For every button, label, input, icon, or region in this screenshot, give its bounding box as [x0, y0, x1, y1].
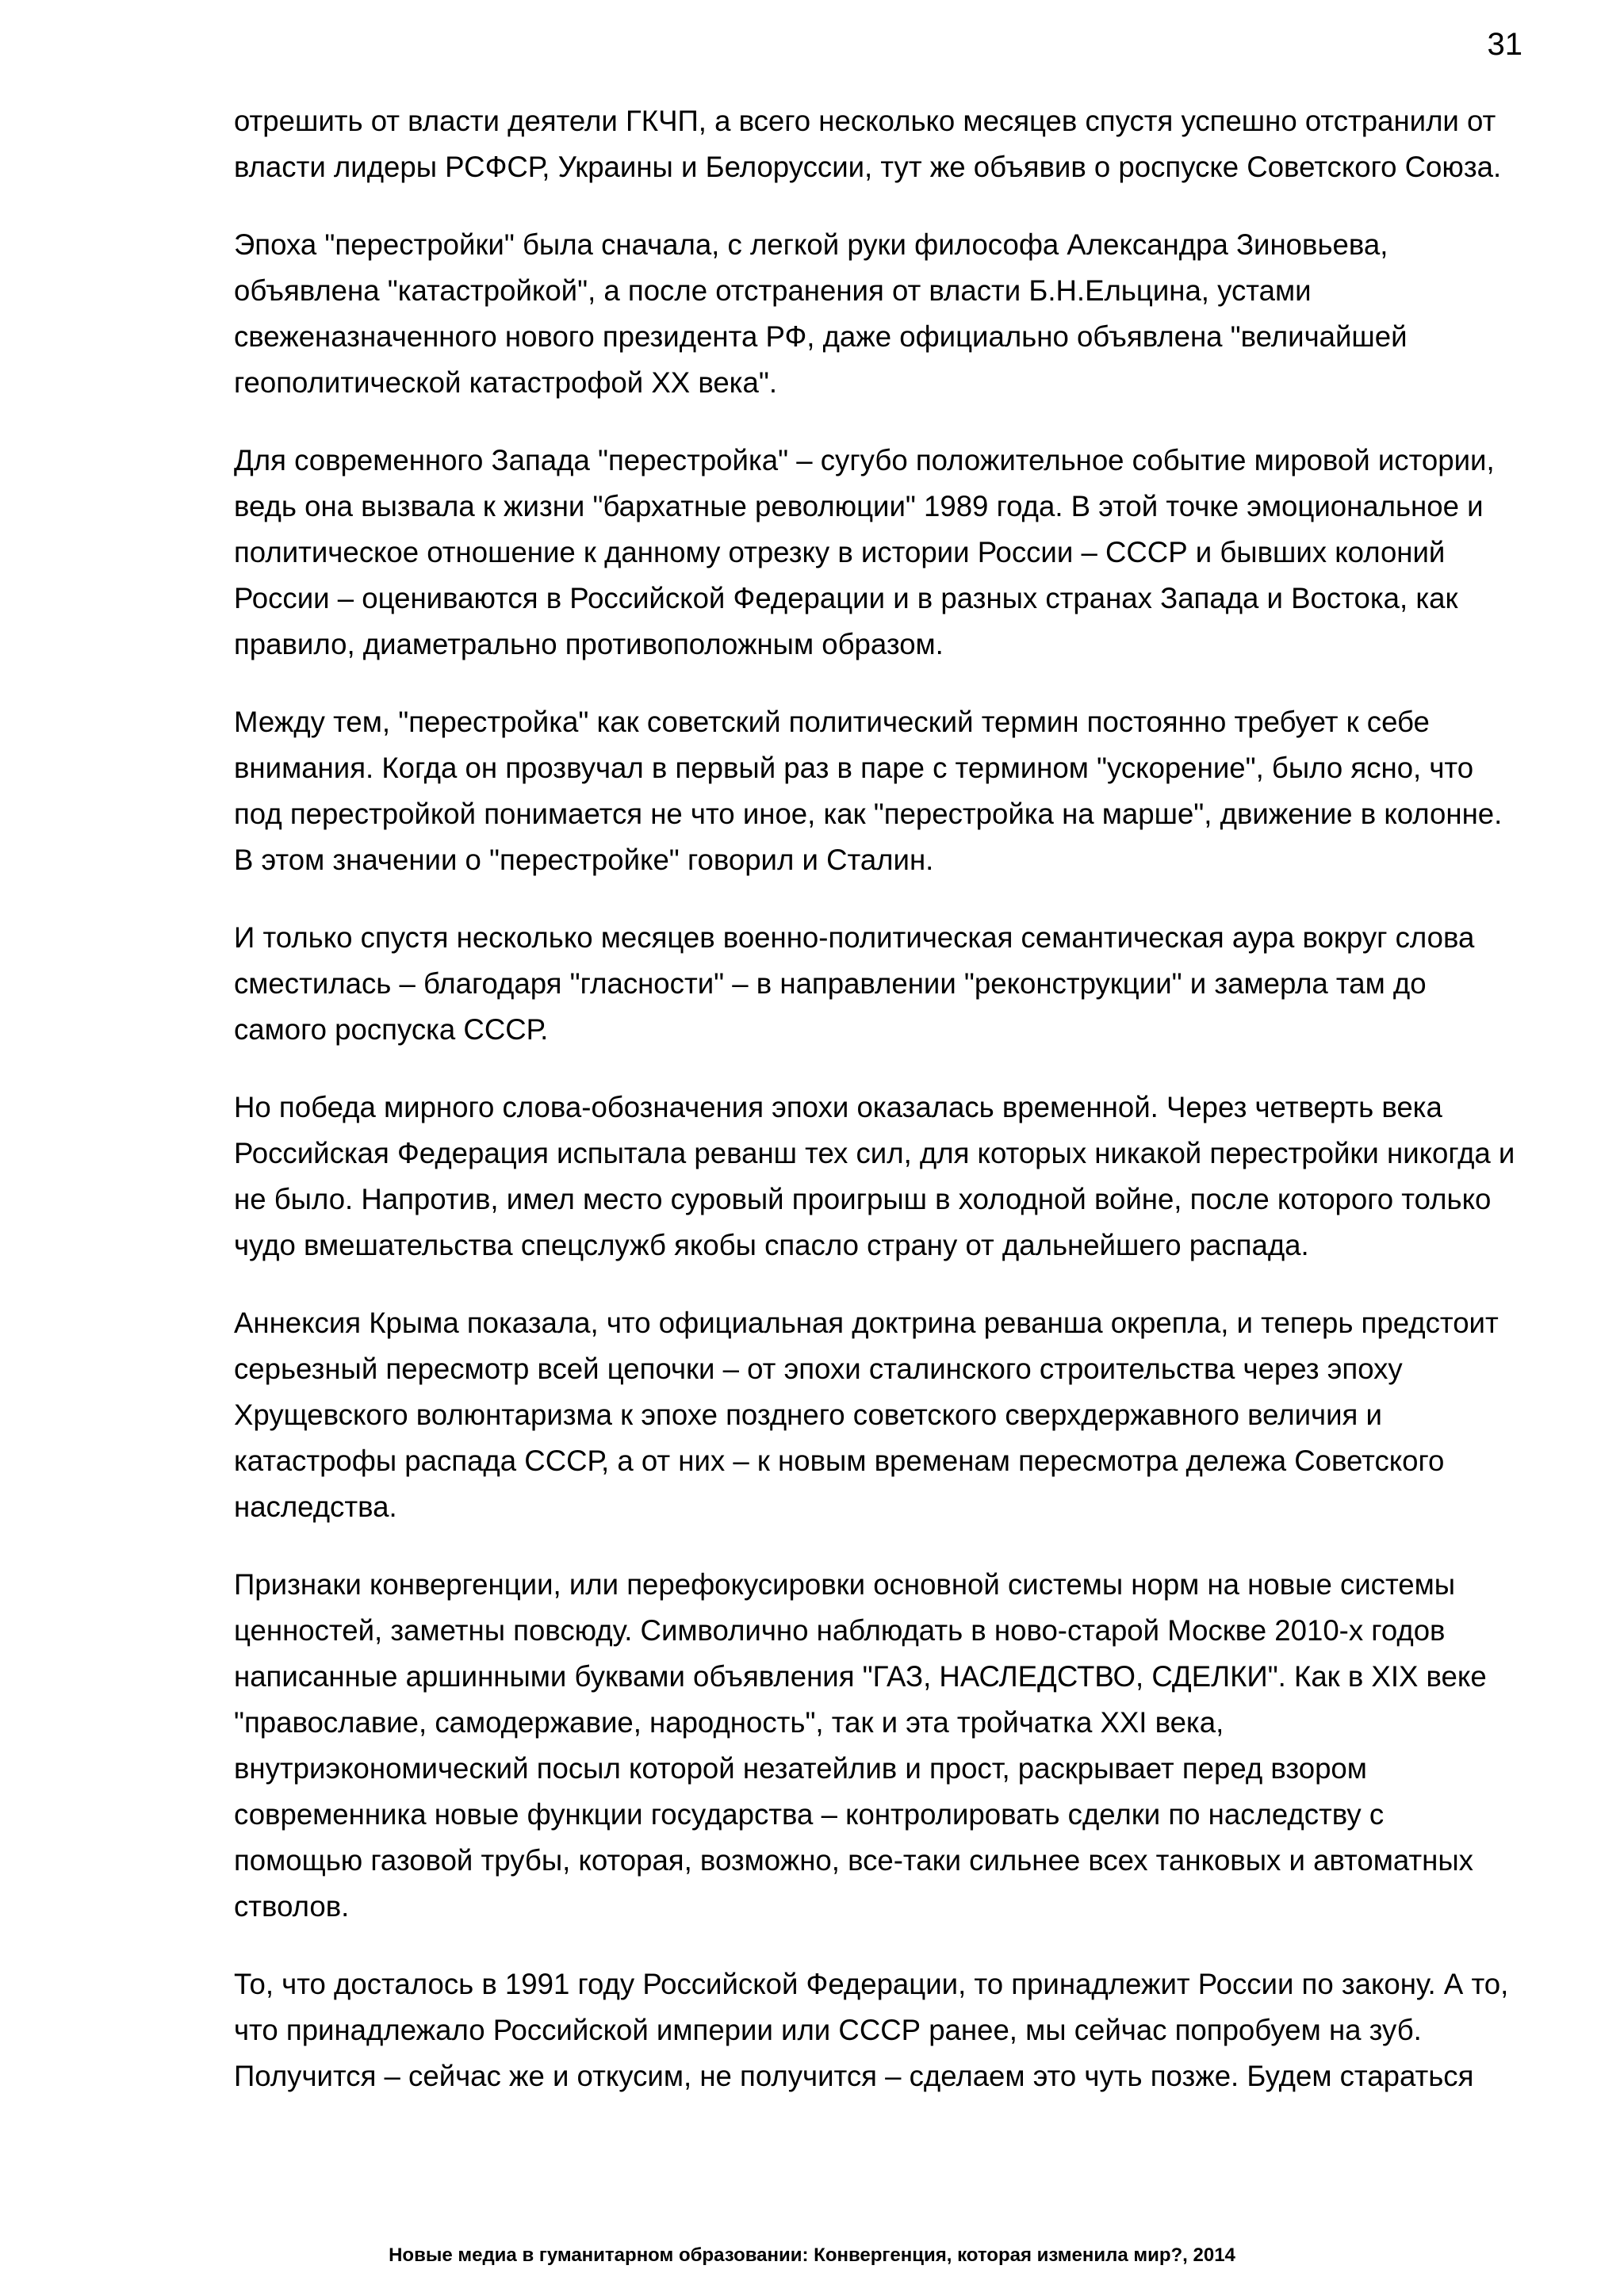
paragraph: Для современного Запада "перестройка" – сугубо положительное событие мировой истории, ведь она вызвала к жизни "бархатные революции" 1989 года. В этой точке эмоциональное и политическое отношение к данному отрезку в истории России – СССР и бывших колоний России – оцениваются в Российской Федерации и в разных странах Запада и Востока, как правило, диаметрально противоположным образом. [234, 444, 1495, 660]
paragraph: Признаки конвергенции, или перефокусировки основной системы норм на новые системы ценностей, заметны повсюду. Символично наблюдать в ново-старой Москве 2010-х годов написанные аршинными буквами объявления "ГАЗ, НАСЛЕДСТВО, СДЕЛКИ". Как в XIX веке "православие, самодержавие, народность", так и эта тройчатка XXI века, внутриэкономический посыл которой незатейлив и прост, раскрывает перед взором современника новые функции государства – контролировать сделки по наследству с помощью газовой трубы, которая, возможно, все-таки сильнее всех танковых и автоматных стволов. [234, 1568, 1487, 1923]
paragraph: И только спустя несколько месяцев военно-политическая семантическая аура вокруг слова сместилась – благодаря "гласности" – в направлении "реконструкции" и замерла там до самого роспуска СССР. [234, 921, 1475, 1046]
page-body [234, 98, 1519, 2131]
page-footer: Новые медиа в гуманитарном образовании: Конвергенция, которая изменила мир?, 2014 [389, 2244, 1235, 2266]
page-number: 31 [1487, 27, 1522, 62]
paragraph: То, что досталось в 1991 году Российской Федерации, то принадлежит России по закону. А то, что принадлежало Российской империи или СССР ранее, мы сейчас попробуем на зуб. Получится – сейчас же и откусим, не получится – сделаем это чуть позже. Будем стараться [234, 1968, 1509, 2092]
paragraph: отрешить от власти деятели ГКЧП, а всего несколько месяцев спустя успешно отстранили от власти лидеры РСФСР, Украины и Белоруссии, тут же объявив о роспуске Советского Союза. [234, 105, 1502, 183]
paragraph: Эпоха "перестройки" была сначала, с легкой руки философа Александра Зиновьева, объявлена "катастройкой", а после отстранения от власти Б.Н.Ельцина, устами свеженазначенного нового президента РФ, даже официально объявлена "величайшей геополитической катастрофой XX века". [234, 228, 1408, 399]
paragraph: Между тем, "перестройка" как советский политический термин постоянно требует к себе внимания. Когда он прозвучал в первый раз в паре с термином "ускорение", было ясно, что под перестройкой понимается не что иное, как "перестройка на марше", движение в колонне. В этом значении о "перестройке" говорил и Сталин. [234, 706, 1503, 876]
paragraph: Но победа мирного слова-обозначения эпохи оказалась временной. Через четверть века Российская Федерация испытала реванш тех сил, для которых никакой перестройки никогда и не было. Напротив, имел место суровый проигрыш в холодной войне, после которого только чудо вмешательства спецслужб якобы спасло страну от дальнейшего распада. [234, 1091, 1515, 1261]
paragraph: Аннексия Крыма показала, что официальная доктрина реванша окрепла, и теперь предстоит серьезный пересмотр всей цепочки – от эпохи сталинского строительства через эпоху Хрущевского волюнтаризма к эпохе позднего советского сверхдержавного величия и катастрофы распада СССР, а от них – к новым временам пересмотра дележа Советского наследства. [234, 1307, 1499, 1523]
